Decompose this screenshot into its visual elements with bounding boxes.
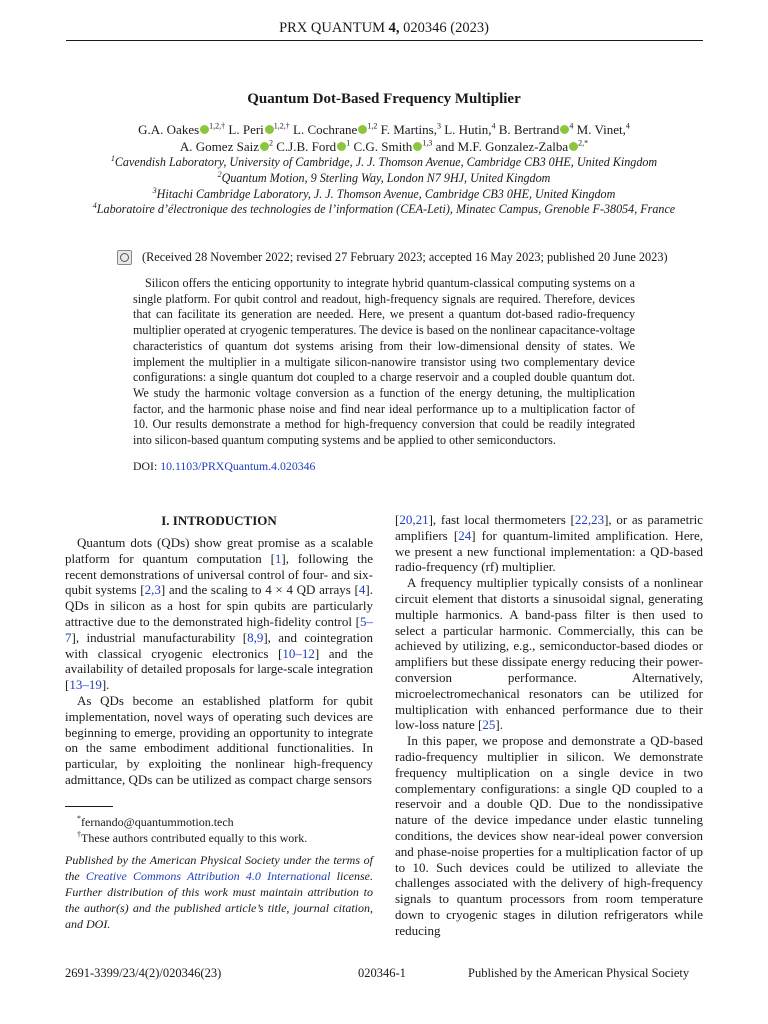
paragraph: Quantum dots (QDs) show great promise as a scalable platform for quantum computation [1], following the recent demonstrations of universal control of four- and six-qubit systems [2,3] and the scaling to 4 × 4 QD arrays [4]. QDs in silicon as a host for spin qubits are particularly attractive due to the demonstrated high-fidelity control [5–7], industrial manufacturability [8,9], and cointegration with classical cryogenic electronics [10–12] and the availability of detailed proposals for large-scale integration [13–19]. <box>65 535 374 693</box>
orcid-icon[interactable] <box>200 125 209 134</box>
orcid-icon[interactable] <box>569 142 578 151</box>
author: A. Gomez Saiz <box>179 139 259 154</box>
orcid-icon[interactable] <box>413 142 422 151</box>
orcid-icon[interactable] <box>337 142 346 151</box>
citation-link[interactable]: 2,3 <box>144 582 161 598</box>
author-list: G.A. Oakes $^{1,2,\dagger}$ L. Peri $^{1,2,\dagger}$ L. Cochrane $^{1,2}$ F. Martins,$^3$ L. Hutin,$^4$ B. Bertrand $^4$ M. Vinet,$^4$ A. Gomez Saiz $^2$ C.J.B. Ford $^1$ C.G. Smith $^{1,3}$ and M.F. Gonzalez-Zalba $^{2,*}$ <box>138 121 630 154</box>
footer-page-number: 020346-1 <box>358 966 406 980</box>
footnotes <box>65 814 373 846</box>
citation-link[interactable]: 25 <box>482 717 496 733</box>
footer-publisher: Published by the American Physical Society <box>468 966 690 980</box>
affiliation: $^4$Laboratoire d’électronique des technologies de l’information (CEA-Leti), Minatec Campus, Grenoble F-38054, France <box>92 201 676 217</box>
citation-link[interactable]: 5–7 <box>65 613 373 645</box>
citation-link[interactable]: 20,21 <box>399 512 429 527</box>
author: B. Bertrand <box>498 122 560 137</box>
doi-link[interactable]: 10.1103/PRXQuantum.4.020346 <box>160 459 316 473</box>
author: C.J.B. Ford <box>276 139 337 154</box>
license-link[interactable]: Creative Commons Attribution 4.0 International <box>85 869 331 883</box>
footnote: *fernando@quantummotion.tech <box>77 814 234 829</box>
author: L. Peri <box>228 122 264 137</box>
paper-title: Quantum Dot-Based Frequency Multiplier <box>247 91 521 107</box>
citation-link[interactable]: 22,23 <box>574 512 605 527</box>
paragraph: As QDs become an established platform for qubit implementation, novel ways of operating such devices are beginning to emerge, providing an opportunity to integrate on the same embodiment additional functionalities. In particular, by exploiting the nonlinear high-frequency admittance, QDs can be utilized as compact charge sensors <box>65 692 373 787</box>
journal-header <box>0 20 768 37</box>
author: M.F. Gonzalez-Zalba <box>457 139 569 154</box>
license-notice: Published by the American Physical Society under the terms of the Creative Commons Attribution 4.0 International license. Further distribution of this work must maintain attribution to the author(s) and the published article’s title, journal citation, and DOI. <box>65 853 373 931</box>
crossmark-icon[interactable] <box>117 250 132 265</box>
affiliation: $^3$Hitachi Cambridge Laboratory, J. J. Thomson Avenue, Cambridge CB3 0HE, United Kingdom <box>152 185 616 201</box>
article-number: 020346 (2023) <box>403 20 489 36</box>
citation-link[interactable]: 1 <box>274 550 282 566</box>
journal-name: PRX QUANTUM <box>279 20 386 36</box>
author: F. Martins, <box>380 122 437 137</box>
left-column <box>65 535 373 788</box>
citation-link[interactable]: 13–19 <box>69 677 102 693</box>
paragraph: In this paper, we propose and demonstrate a QD-based radio-frequency multiplier in silicon. We demonstrate frequency multiplication on a single device in two complementary configurations: a single QD coupled to a reservoir and a double QD. Due to the nondissipative nature of the device impedance under elastic tunneling conditions, the devices show near-ideal power conversion and phase-noise properties for a multiplication factor of up to 10. Such devices could be utilized to alleviate the challenges associated with the delivery of high-frequency signals to quantum processors from room temperature down to cryogenic stages in dilution refrigerators while reducing <box>395 733 703 938</box>
header-rule <box>66 40 703 41</box>
paragraph: [20,21], fast local thermometers [22,23], or as parametric amplifiers [24] for quantum-limited amplification. Here, we present a new functional implementation: a QD-based radio-frequency (rf) multiplier. <box>395 512 703 575</box>
section-heading: I. INTRODUCTION <box>161 513 277 528</box>
publication-dates: (Received 28 November 2022; revised 27 February 2023; accepted 16 May 2023; published 20 June 2023) <box>117 250 677 265</box>
orcid-icon[interactable] <box>358 125 367 134</box>
citation-link[interactable]: 4 <box>358 582 366 598</box>
author: C.G. Smith <box>353 139 413 154</box>
author: L. Cochrane <box>293 122 358 137</box>
orcid-icon[interactable] <box>260 142 269 151</box>
orcid-icon[interactable] <box>265 125 274 134</box>
author: L. Hutin, <box>444 122 492 137</box>
right-column <box>395 512 703 939</box>
footer-issn: 2691-3399/23/4(2)/020346(23) <box>65 966 222 980</box>
footnote: †These authors contributed equally to this work. <box>77 830 308 845</box>
citation-link[interactable]: 24 <box>458 527 472 543</box>
citation-link[interactable]: 10–12 <box>282 645 315 661</box>
affiliation: $^2$Quantum Motion, 9 Sterling Way, London N7 9HJ, United Kingdom <box>217 169 551 185</box>
citation-link[interactable]: 8,9 <box>247 629 264 645</box>
author: G.A. Oakes <box>138 122 200 137</box>
abstract: Silicon offers the enticing opportunity to integrate hybrid quantum-classical computing systems on a single platform. For qubit control and readout, high-frequency signals are required. Therefore, devices that can facilitate its generation are needed. Here, we present a quantum dot-based radio-frequency multiplier operated at cryogenic temperatures. The device is based on the nonlinear capacitance-voltage characteristics of quantum dot systems arising from their low-dimensional density of states. We implement the multiplier in a multigate silicon-nanowire transistor using two complementary device configurations: a single quantum dot coupled to a charge reservoir and a coupled double quantum dot. We study the harmonic voltage conversion as a function of the energy detuning, the multiplication factor, and the harmonic phase noise and find near ideal performance up to a multiplication factor of 10. Our results demonstrate a method for high-frequency conversion that could be readily integrated into silicon-based quantum computing systems and be applied to other semiconductors. <box>133 276 635 448</box>
footnote-rule <box>65 806 113 807</box>
affiliation: $^1$Cavendish Laboratory, University of Cambridge, J. J. Thomson Avenue, Cambridge CB3 0HE, United Kingdom <box>110 153 658 169</box>
journal-volume: 4, <box>388 20 400 36</box>
author: M. Vinet, <box>576 122 626 137</box>
paragraph: A frequency multiplier typically consists of a nonlinear circuit element that distorts a sinusoidal signal, generating multiple harmonics. A band-pass filter is then used to select a particular harmonic. Commercially, this can be achieved by utilizing, e.g., semiconductor-based diodes or amplifiers but these dissipate energy reducing their power-conversion performance. Alternatively, microelectromechanical resonators can be utilized for multiplication with enhanced performance due to their low-loss nature [25]. <box>395 575 703 733</box>
affiliations <box>84 155 684 218</box>
doi: DOI: 10.1103/PRXQuantum.4.020346 <box>133 459 316 473</box>
